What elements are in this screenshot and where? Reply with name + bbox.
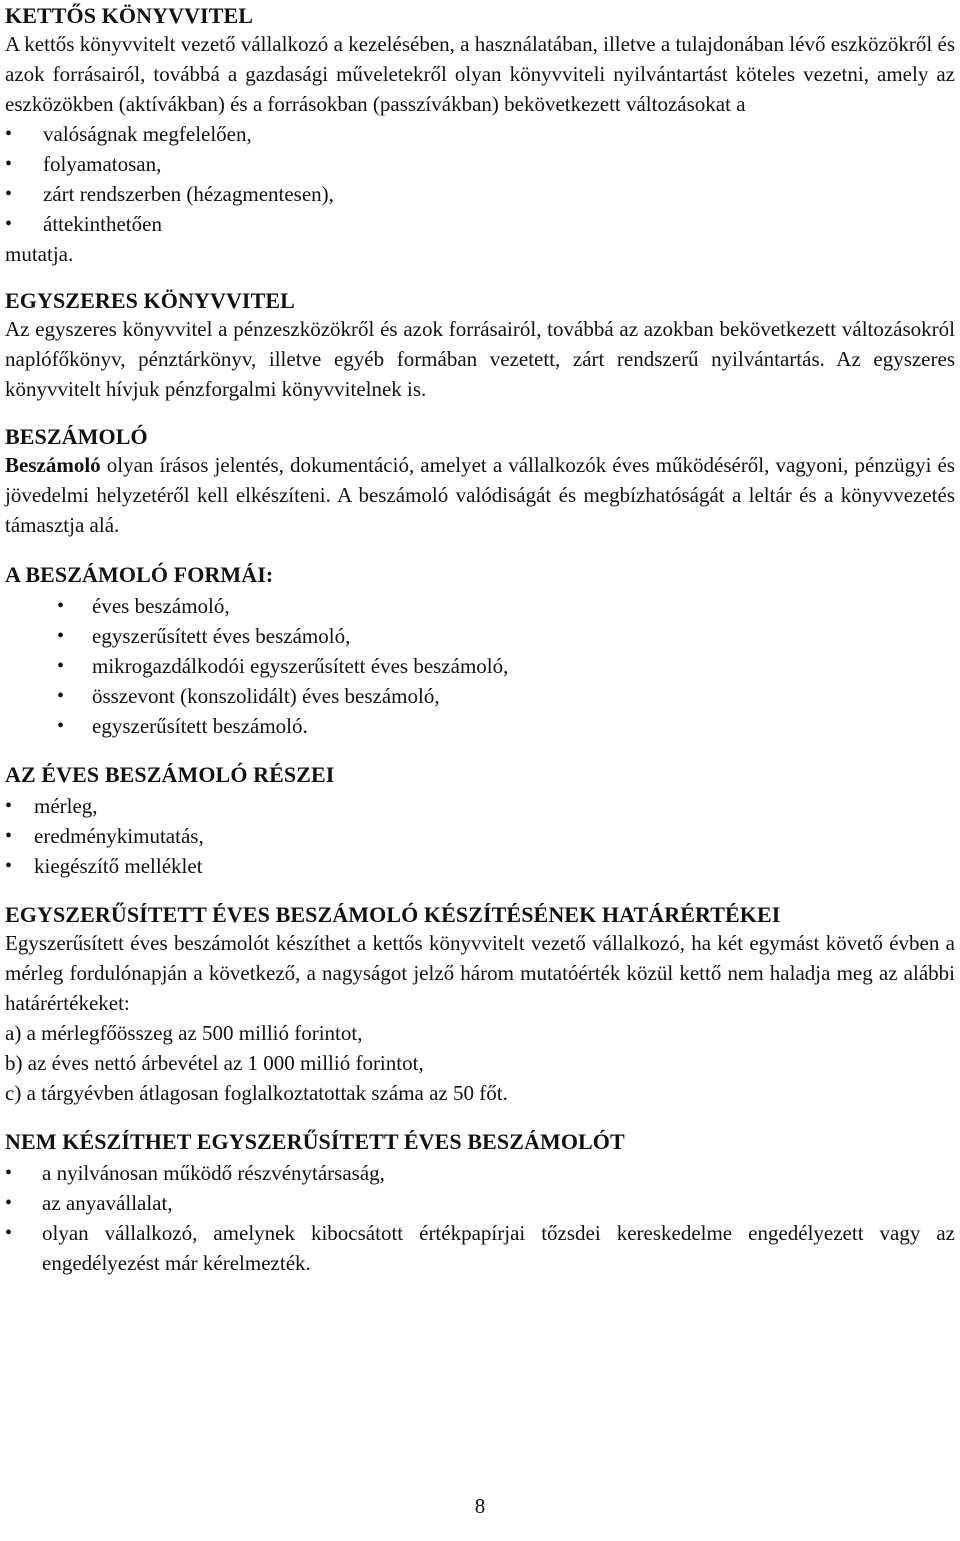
paragraph: mutatja. [5, 242, 74, 266]
document-page [5, 0, 955, 1278]
list-item: • a nyilvánosan működő részvénytársaság, [5, 1158, 955, 1188]
list-item: • összevont (konszolidált) éves beszámoló, [5, 681, 955, 711]
list-item: • egyszerűsített éves beszámoló, [5, 621, 955, 651]
bullet-icon: • [5, 213, 13, 235]
section-beszamolo-formai [5, 561, 955, 741]
bullet-icon: • [5, 183, 13, 205]
list-item: • egyszerűsített beszámoló. [5, 711, 955, 741]
bullet-icon: • [5, 1192, 13, 1214]
bold-term: Beszámoló [5, 453, 101, 477]
paragraph: Egyszerűsített éves beszámolót készíthet a kettős könyvvitelt vezető vállalkozó, ha két egymást követő évben a mérleg fordulónapján a következő, a nagyságot jelző három mutatóérték közül kettő nem haladja meg az alábbi határértékeket: [5, 931, 955, 1015]
list-item: • valóságnak megfelelően, [5, 119, 955, 149]
paragraph: A kettős könyvvitelt vezető vállalkozó a kezelésében, a használatában, illetve a tulajdonában lévő eszközökről és azok forrásairól, továbbá a gazdasági műveletekről olyan könyvviteli nyilvántartást köteles vezetni, amely az eszközökben (aktívákban) és a forrásokban (passzívákban) bekövetkezett változásokat a [5, 32, 955, 116]
bullet-icon: • [5, 825, 13, 847]
bullet-icon: • [5, 1162, 13, 1184]
bullet-icon: • [57, 685, 65, 707]
threshold-line: a) a mérlegfőösszeg az 500 millió forintot, [5, 1021, 363, 1045]
threshold-line: c) a tárgyévben átlagosan foglalkoztatottak száma az 50 főt. [5, 1081, 508, 1105]
section-title: KETTŐS KÖNYVVITEL [5, 3, 254, 28]
page-number: 8 [474, 1494, 486, 1518]
list-item: • mikrogazdálkodói egyszerűsített éves beszámoló, [5, 651, 955, 681]
section-title: A BESZÁMOLÓ FORMÁI: [5, 562, 274, 587]
list-item: • mérleg, [5, 791, 955, 821]
threshold-line: b) az éves nettó árbevétel az 1 000 millió forintot, [5, 1051, 424, 1075]
list-item: • olyan vállalkozó, amelynek kibocsátott értékpapírjai tőzsdei kereskedelme engedélyezett vagy az engedélyezést már kérelmezték. [5, 1218, 955, 1278]
section-kettos-konyvvitel [5, 2, 955, 269]
section-hatarertekek [5, 901, 955, 1108]
section-title: EGYSZERŰSÍTETT ÉVES BESZÁMOLÓ KÉSZÍTÉSÉNEK HATÁRÉRTÉKEI [5, 902, 781, 927]
section-title: EGYSZERES KÖNYVVITEL [5, 288, 295, 313]
bullet-list [5, 119, 955, 239]
list-item: • áttekinthetően [5, 209, 955, 239]
bullet-icon: • [5, 1222, 13, 1244]
list-item: • éves beszámoló, [5, 591, 955, 621]
section-eves-beszamolo-reszei [5, 761, 955, 881]
list-item: • folyamatosan, [5, 149, 955, 179]
list-item: • eredménykimutatás, [5, 821, 955, 851]
bullet-list [5, 1158, 955, 1278]
section-nem-keszithet [5, 1128, 955, 1278]
section-title: BESZÁMOLÓ [5, 424, 148, 449]
bullet-icon: • [57, 625, 65, 647]
bullet-icon: • [5, 795, 13, 817]
list-item: • az anyavállalat, [5, 1188, 955, 1218]
bullet-list [5, 591, 955, 741]
paragraph: Az egyszeres könyvvitel a pénzeszközökről és azok forrásairól, továbbá az azokban bekövetkezett változásokról naplófőkönyv, pénztárkönyv, illetve egyéb formában vezetett, zárt rendszerű nyilvántartás. Az egyszeres könyvvitelt hívjuk pénzforgalmi könyvvitelnek is. [5, 317, 955, 401]
section-egyszeres-konyvvitel [5, 287, 955, 404]
bullet-icon: • [57, 595, 65, 617]
section-title: AZ ÉVES BESZÁMOLÓ RÉSZEI [5, 762, 335, 787]
list-item: • zárt rendszerben (hézagmentesen), [5, 179, 955, 209]
bullet-icon: • [5, 855, 13, 877]
section-beszamolo [5, 423, 955, 540]
paragraph: Beszámoló olyan írásos jelentés, dokumentáció, amelyet a vállalkozók éves működéséről, vagyoni, pénzügyi és jövedelmi helyzetéről kell elkészíteni. A beszámoló valódiságát és megbízhatóságát a leltár és a könyvvezetés támasztja alá. [5, 453, 955, 537]
bullet-icon: • [5, 153, 13, 175]
bullet-icon: • [5, 123, 13, 145]
bullet-list [5, 791, 955, 881]
bullet-icon: • [57, 655, 65, 677]
bullet-icon: • [57, 715, 65, 737]
section-title: NEM KÉSZÍTHET EGYSZERŰSÍTETT ÉVES BESZÁMOLÓT [5, 1129, 625, 1154]
list-item: • kiegészítő melléklet [5, 851, 955, 881]
